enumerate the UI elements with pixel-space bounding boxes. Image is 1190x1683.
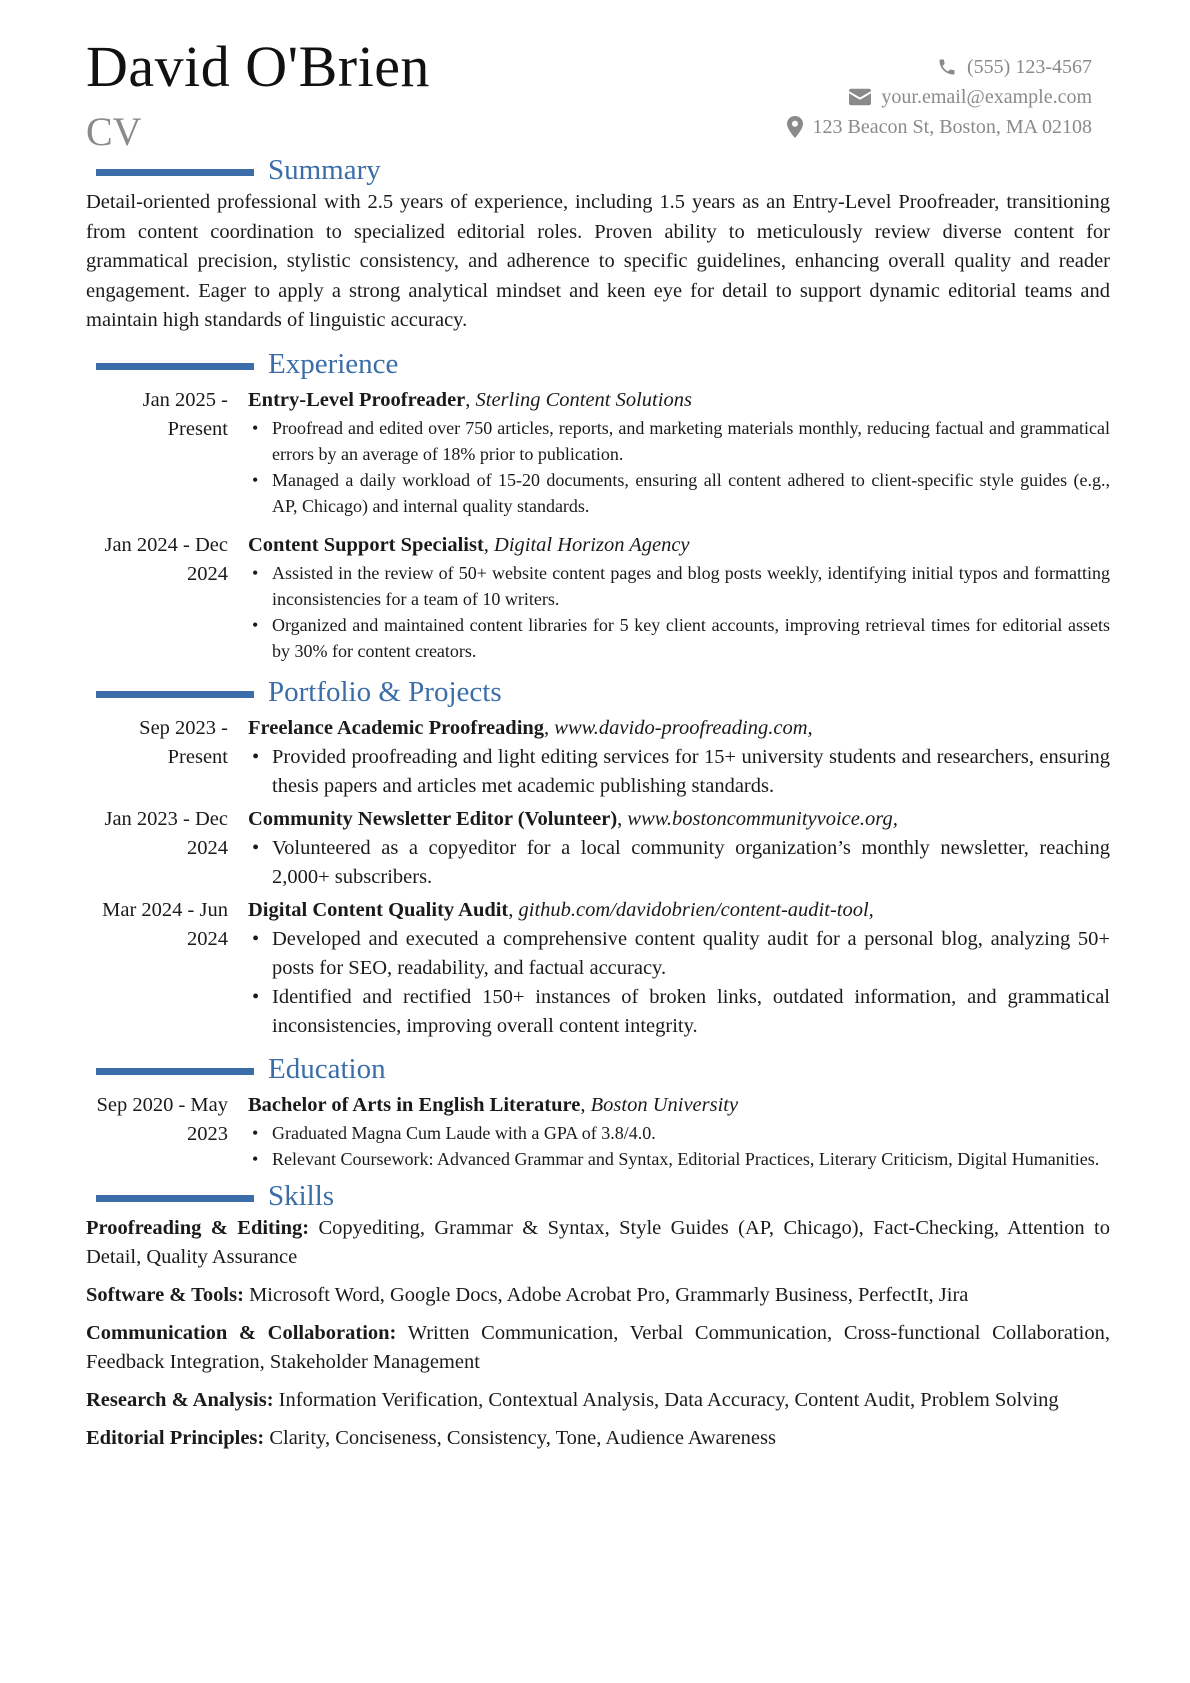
project-link[interactable]: www.bostoncommunityvoice.org, bbox=[627, 807, 898, 830]
skill-row bbox=[86, 1386, 1110, 1415]
contact-phone bbox=[787, 52, 1092, 82]
section-accent-bar bbox=[96, 169, 254, 176]
summary-text: Detail-oriented professional with 2.5 years of experience, including 1.5 years as an Entry-Level Proofreader, transitioning from content coordination to specialized editorial roles. Proven ability to meticulously review diverse content for grammatical precision, stylistic consistency, and adherence to specific guidelines, enhancing overall quality and reader engagement. Eager to apply a strong analytical mindset and keen eye for detail to support dynamic editorial teams and maintain high standards of linguistic accuracy. bbox=[86, 191, 1110, 331]
entry-role: Community Newsletter Editor (Volunteer) bbox=[248, 807, 618, 830]
section-title: Skills bbox=[268, 1179, 335, 1212]
project-link[interactable]: github.com/davidobrien/content-audit-tool, bbox=[518, 898, 874, 921]
skill-value: Written Communication, Verbal Communication, Cross-functional Collaboration, Feedback Integration, Stakeholder Management bbox=[86, 1321, 1110, 1373]
section-projects-heading bbox=[86, 674, 1110, 710]
entry-date: Mar 2024 - Jun 2024 bbox=[102, 898, 228, 950]
skill-label: Editorial Principles: bbox=[86, 1426, 265, 1449]
person-name: David O'Brien bbox=[86, 34, 430, 99]
entry-date: Jan 2025 - Present bbox=[142, 388, 228, 440]
envelope-icon bbox=[849, 88, 871, 106]
section-accent-bar bbox=[96, 1068, 254, 1075]
experience-entry bbox=[86, 531, 1110, 664]
contact-email bbox=[787, 82, 1092, 112]
entry-role: Freelance Academic Proofreading bbox=[248, 716, 545, 739]
entry-bullet: • Managed a daily workload of 15-20 documents, ensuring all content adhered to client-specific style guides (e.g., AP, Chicago) and internal quality standards. bbox=[272, 467, 1110, 519]
section-title: Education bbox=[268, 1052, 386, 1085]
address-text: 123 Beacon St, Boston, MA 02108 bbox=[812, 115, 1092, 138]
skill-value: Copyediting, Grammar & Syntax, Style Guides (AP, Chicago), Fact-Checking, Attention to Detail, Quality Assurance bbox=[86, 1216, 1110, 1268]
cv-content bbox=[86, 152, 1110, 1462]
project-entry bbox=[86, 714, 1110, 801]
skill-row bbox=[86, 1214, 1110, 1272]
section-title: Summary bbox=[268, 154, 381, 186]
contact-address bbox=[787, 112, 1092, 142]
skill-row bbox=[86, 1281, 1110, 1310]
entry-role: Digital Content Quality Audit bbox=[248, 898, 509, 921]
entry-bullet: • Organized and maintained content libraries for 5 key client accounts, improving retrieval times for editorial assets by 30% for content creators. bbox=[272, 612, 1110, 664]
entry-date: Jan 2024 - Dec 2024 bbox=[104, 533, 228, 585]
phone-text[interactable]: (555) 123-4567 bbox=[967, 55, 1092, 78]
entry-bullet: • Graduated Magna Cum Laude with a GPA of 3.8/4.0. bbox=[272, 1120, 1110, 1146]
project-entry bbox=[86, 805, 1110, 892]
section-skills-heading bbox=[86, 1178, 1110, 1214]
entry-date: Sep 2020 - May 2023 bbox=[96, 1093, 228, 1145]
skill-label: Communication & Collaboration: bbox=[86, 1321, 397, 1344]
entry-bullet: • Identified and rectified 150+ instances of broken links, outdated information, and grammatical inconsistencies, improving overall content integrity. bbox=[272, 983, 1110, 1041]
phone-icon bbox=[937, 57, 957, 77]
entry-organization: Digital Horizon Agency bbox=[494, 533, 690, 556]
section-education-heading bbox=[86, 1051, 1110, 1087]
project-link[interactable]: www.davido-proofreading.com, bbox=[554, 716, 813, 739]
entry-bullet: • Relevant Coursework: Advanced Grammar and Syntax, Editorial Practices, Literary Criticism, Digital Humanities. bbox=[272, 1146, 1110, 1172]
entry-bullet: • Developed and executed a comprehensive content quality audit for a personal blog, analyzing 50+ posts for SEO, readability, and factual accuracy. bbox=[272, 925, 1110, 983]
contact-block bbox=[787, 52, 1092, 142]
entry-role: Content Support Specialist bbox=[248, 533, 484, 556]
entry-date: Jan 2023 - Dec 2024 bbox=[104, 807, 228, 859]
entry-bullet: • Volunteered as a copyeditor for a local community organization’s monthly newsletter, reaching 2,000+ subscribers. bbox=[272, 834, 1110, 892]
skill-label: Proofreading & Editing: bbox=[86, 1216, 310, 1239]
section-title: Experience bbox=[268, 347, 399, 380]
section-summary-heading bbox=[86, 152, 1110, 188]
section-experience-heading bbox=[86, 346, 1110, 382]
entry-heading: Digital Content Quality Audit, github.com/davidobrien/content-audit-tool, bbox=[248, 898, 874, 921]
entry-heading: Community Newsletter Editor (Volunteer), www.bostoncommunityvoice.org, bbox=[248, 807, 898, 830]
education-entry bbox=[86, 1091, 1110, 1172]
map-pin-icon bbox=[787, 116, 803, 138]
entry-heading: Freelance Academic Proofreading, www.davido-proofreading.com, bbox=[248, 716, 813, 739]
section-accent-bar bbox=[96, 691, 254, 698]
skill-value: Microsoft Word, Google Docs, Adobe Acrobat Pro, Grammarly Business, PerfectIt, Jira bbox=[249, 1283, 969, 1306]
entry-organization: Sterling Content Solutions bbox=[475, 388, 692, 411]
entry-bullet: • Assisted in the review of 50+ website content pages and blog posts weekly, identifying initial typos and formatting inconsistencies for a team of 10 writers. bbox=[272, 560, 1110, 612]
entry-institution: Boston University bbox=[590, 1093, 739, 1116]
entry-date: Sep 2023 - Present bbox=[139, 716, 228, 768]
document-subtitle: CV bbox=[86, 109, 142, 154]
entry-heading: Content Support Specialist, Digital Horizon Agency bbox=[248, 533, 690, 556]
entry-heading: Bachelor of Arts in English Literature, Boston University bbox=[248, 1093, 739, 1116]
section-accent-bar bbox=[96, 1195, 254, 1202]
skill-value: Information Verification, Contextual Analysis, Data Accuracy, Content Audit, Problem Solving bbox=[278, 1388, 1059, 1411]
section-title: Portfolio & Projects bbox=[268, 675, 502, 708]
skill-row bbox=[86, 1319, 1110, 1377]
entry-role: Entry-Level Proofreader bbox=[248, 388, 466, 411]
project-entry bbox=[86, 896, 1110, 1041]
entry-bullet: • Proofread and edited over 750 articles, reports, and marketing materials monthly, reducing factual and grammatical errors by an average of 18% prior to publication. bbox=[272, 415, 1110, 467]
entry-heading: Entry-Level Proofreader, Sterling Content Solutions bbox=[248, 388, 692, 411]
skill-row bbox=[86, 1424, 1110, 1453]
skill-value: Clarity, Conciseness, Consistency, Tone, Audience Awareness bbox=[269, 1426, 776, 1449]
skill-label: Research & Analysis: bbox=[86, 1388, 274, 1411]
section-accent-bar bbox=[96, 363, 254, 370]
entry-degree: Bachelor of Arts in English Literature bbox=[248, 1093, 581, 1116]
email-text[interactable]: your.email@example.com bbox=[881, 85, 1092, 108]
entry-bullet: • Provided proofreading and light editing services for 15+ university students and researchers, ensuring thesis papers and articles met academic publishing standards. bbox=[272, 743, 1110, 801]
experience-entry bbox=[86, 386, 1110, 519]
skill-label: Software & Tools: bbox=[86, 1283, 244, 1306]
